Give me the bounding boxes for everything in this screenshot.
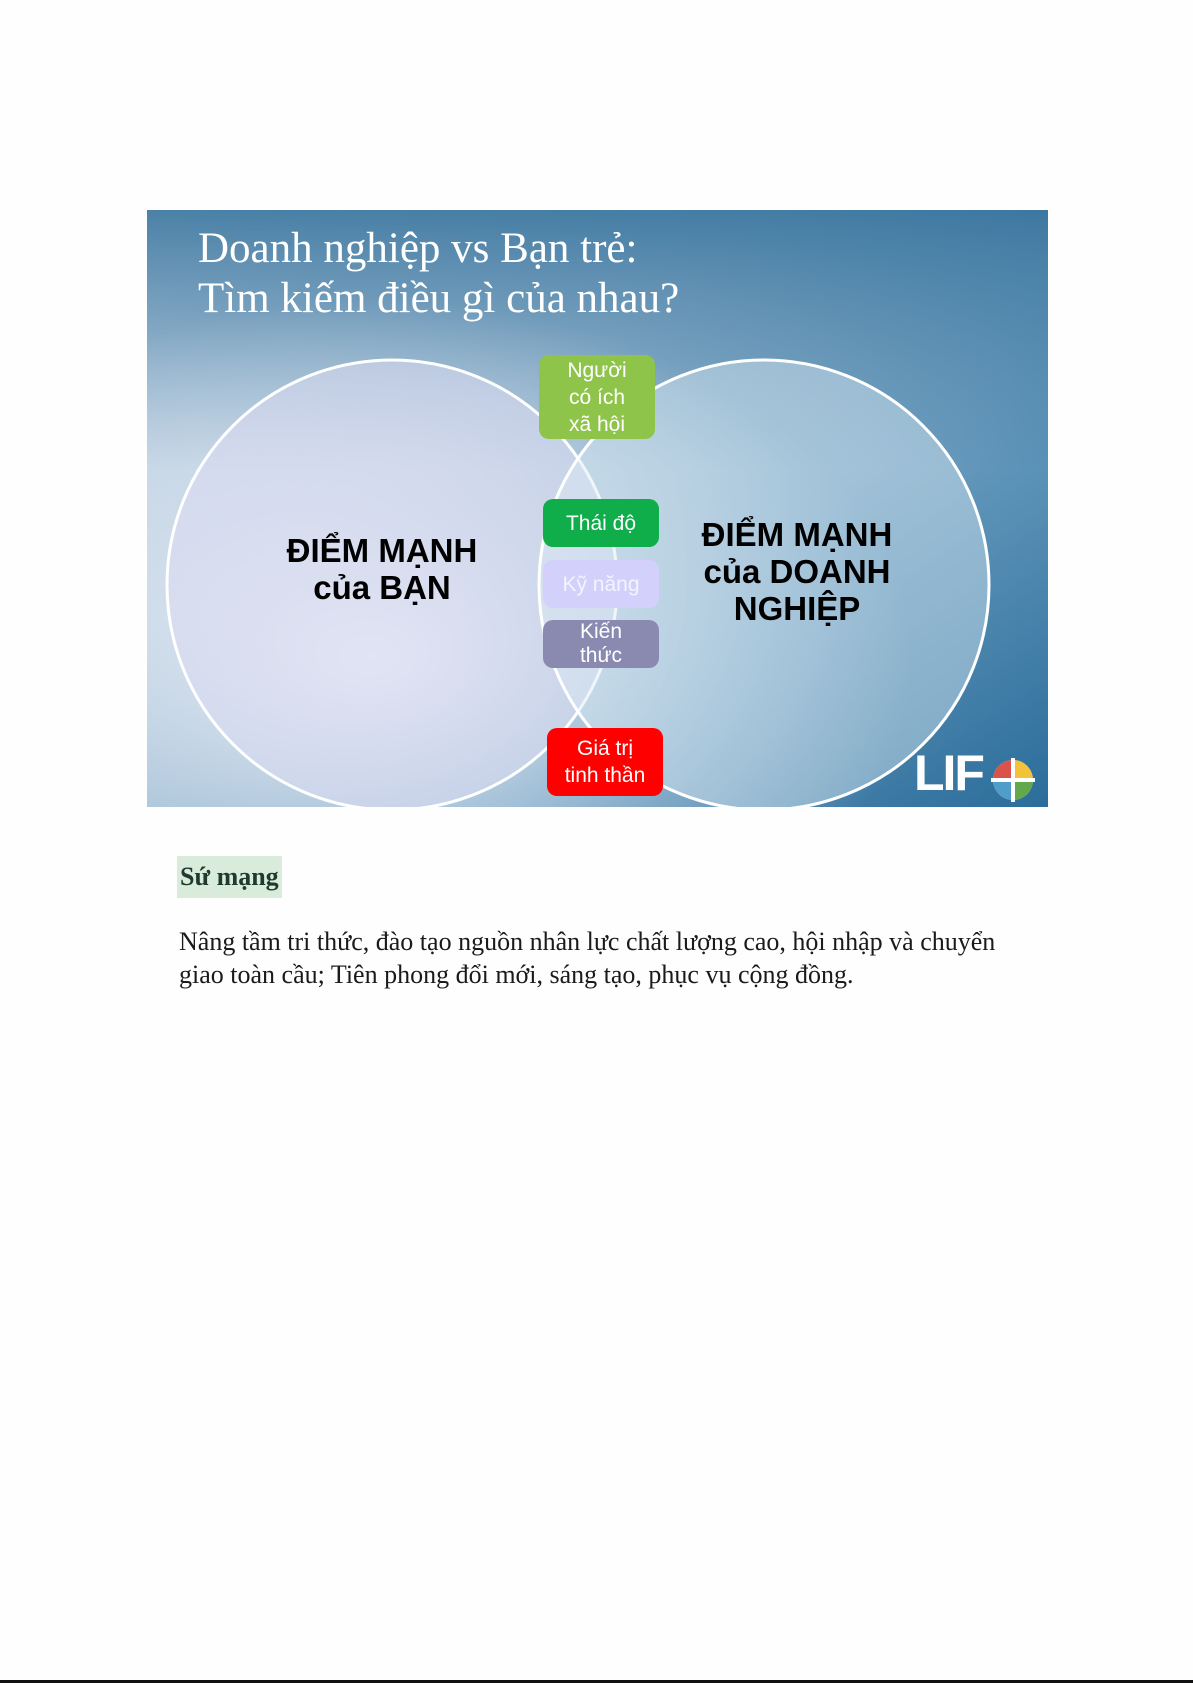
box-skills-label: Kỹ năng: [562, 572, 640, 596]
mission-text-line-1: Nâng tầm tri thức, đào tạo nguồn nhân lực chất lượng cao, hội nhập và chuyển: [179, 927, 996, 956]
slide-title-line-1: Doanh nghiệp vs Bạn trẻ:: [198, 225, 638, 272]
box-skills: [543, 560, 659, 608]
right-circle-label-line-1: ĐIỂM MẠNH: [701, 516, 893, 553]
slide-title-line-2: Tìm kiếm điều gì của nhau?: [198, 275, 680, 322]
page-bottom-rule: [0, 1680, 1193, 1683]
box-useful-person: [539, 355, 655, 439]
lifo-logo: [914, 745, 983, 801]
slide-title: [198, 224, 679, 324]
box-useful-person-label: Người có ích xã hội: [567, 358, 627, 436]
slide-image: [147, 210, 1048, 807]
box-attitude-label: Thái độ: [565, 511, 637, 535]
left-circle-label: [267, 532, 497, 606]
mission-text-line-2: giao toàn cầu; Tiên phong đổi mới, sáng tạo, phục vụ cộng đồng.: [179, 960, 854, 989]
left-circle-label-line-2: của BẠN: [313, 569, 451, 606]
left-circle-label-line-1: ĐIỂM MẠNH: [286, 532, 478, 569]
box-attitude: [543, 499, 659, 547]
right-circle-label: [672, 516, 922, 627]
box-knowledge: [543, 620, 659, 668]
box-spiritual-value-label: Giá trị tinh thần: [564, 737, 646, 787]
right-circle-label-line-2: của DOANH: [703, 553, 891, 590]
box-spiritual-value: [547, 728, 663, 796]
mission-text: [179, 925, 1059, 991]
right-circle-label-line-3: NGHIỆP: [733, 590, 861, 627]
mission-heading: Sứ mạng: [177, 856, 282, 898]
logo-text: LIF: [914, 745, 983, 801]
box-knowledge-label: Kiến thức: [579, 620, 623, 667]
